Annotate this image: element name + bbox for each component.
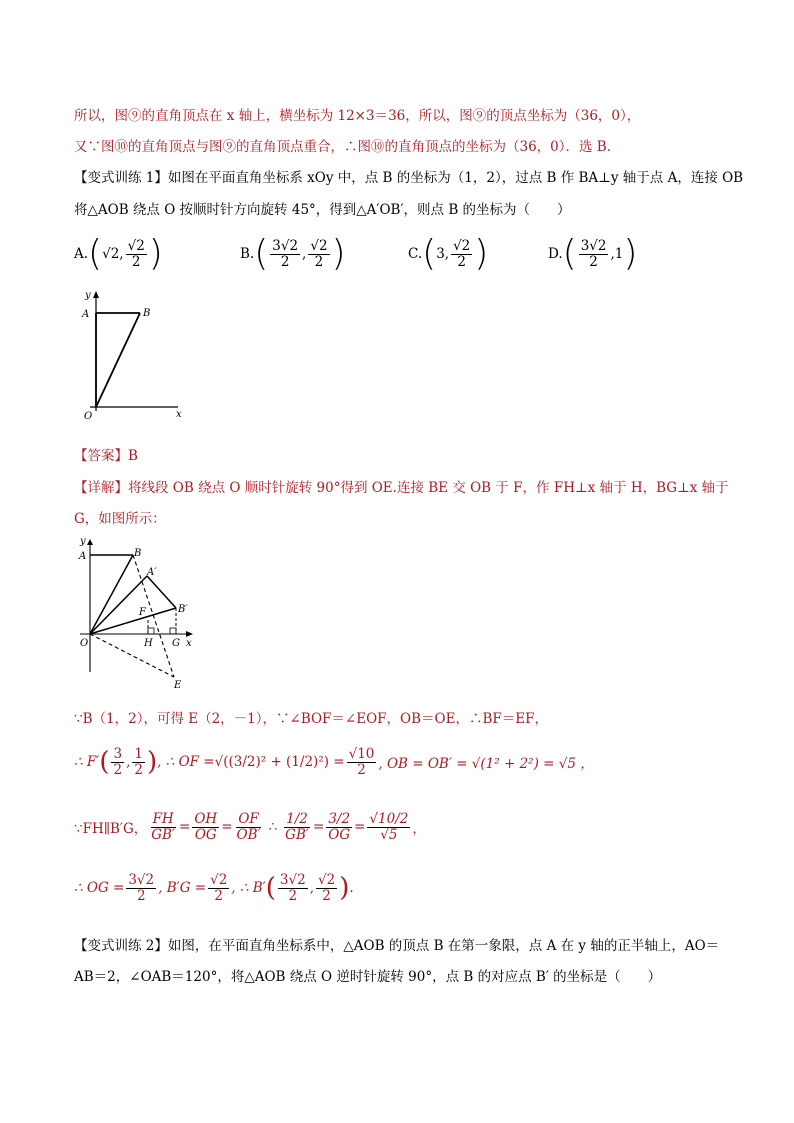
fig1-label-x: x [176, 409, 182, 420]
option-d-x: $\frac{3√2}{2}$ [580, 237, 607, 270]
exercise-1-line-2: 将△AOB 绕点 O 按顺时针方向旋转 45°，得到△A′OB′，则点 B 的坐标为（ ） [74, 202, 571, 218]
option-d-label: D. [548, 246, 563, 262]
fig2-label-y: y [80, 536, 86, 547]
sol3-therefore: ∴ [268, 819, 278, 836]
figure-2 [76, 532, 201, 692]
option-b: B. ( $\frac{3√2}{2}$ , $\frac{√2}{2}$ ) [240, 233, 346, 274]
option-a-right-paren: ) [148, 233, 163, 274]
figure-1 [76, 286, 196, 421]
option-a-label: A. [74, 246, 89, 262]
fig1-label-o: O [84, 411, 93, 421]
option-b-x: $\frac{3√2}{2}$ [272, 237, 299, 270]
fig2-label-b2: B′ [178, 604, 188, 615]
option-d: D. ( $\frac{3√2}{2}$ , 1 ) [548, 233, 638, 274]
fig1-label-y: y [85, 290, 91, 301]
solution-line-3: ∵FH∥B′G， $\frac{FH}{GB'}$ = $\frac{OH}{OG}$ = $\frac{OF}{OB'}$ ∴ $\frac{1/2}{GB'}$ = $\frac{3/2}{OG}$ = $\frac{√10/2}{√5}$ ， [74, 811, 426, 843]
option-a-left-paren: ( [88, 233, 103, 274]
option-a-y: $\frac{√2}{2}$ [127, 237, 145, 270]
answer-line: 【答案】B [74, 448, 138, 464]
exercise-2-line-1: 【变式训练 2】如图，在平面直角坐标系中，△AOB 的顶点 B 在第一象限，点 A 在 y 轴的正半轴上，AO＝ [74, 938, 720, 954]
sol3-prefix: ∵FH∥B′G， [74, 821, 148, 838]
detail-text-1: 将线段 OB 绕点 O 顺时针旋转 90°得到 OE.连接 BE 交 OB 于 F，作 FH⊥x 轴于 H，BG⊥x 轴于 [128, 480, 729, 496]
option-a: A. ( √2 , $\frac{√2}{2}$ ) [74, 233, 163, 274]
fig1-label-a: A [82, 309, 90, 320]
solution-line-1: ∵B（1，2），可得 E（2，－1），∵∠BOF＝∠EOF，OB＝OE，∴BF＝EF， [74, 711, 548, 727]
option-c: C. ( 3 , $\frac{√2}{2}$ ) [408, 233, 489, 274]
option-c-x: 3 [436, 246, 445, 262]
sol2-value: $\frac{√10}{2}$ [348, 746, 375, 778]
fig2-label-e: E [174, 680, 182, 691]
sol2-eq: , ∴ OF = [157, 754, 215, 771]
intro-line-2: 又∵图⑩的直角顶点与图⑨的直角顶点重合，∴图⑩的直角顶点的坐标为（36，0）．选 B. [74, 139, 612, 155]
sol2-rest: , OB = OB′ = √(1² + 2²) = √5 ， [378, 756, 594, 773]
fig1-y-arrow [93, 291, 99, 298]
fig1-label-b: B [143, 308, 151, 319]
fig1-segment-ob [96, 313, 140, 407]
fig2-label-a: A [79, 551, 87, 562]
option-d-y: 1 [614, 246, 624, 262]
option-b-y: $\frac{√2}{2}$ [310, 237, 328, 270]
sol2-prefix: ∴ F′ [74, 754, 100, 771]
fig2-label-h: H [144, 638, 153, 649]
fig2-label-a2: A′ [147, 567, 157, 578]
fig2-label-b: B [134, 548, 142, 559]
exercise-2-line-2: AB＝2，∠OAB＝120°，将△AOB 绕点 O 逆时针旋转 90°，点 B 的对应点 B′ 的坐标是（ ） [74, 969, 662, 985]
intro-line-1: 所以，图⑨的直角顶点在 x 轴上，横坐标为 12×3＝36，所以，图⑨的顶点坐标为（36，0）， [74, 108, 641, 124]
option-b-label: B. [240, 246, 255, 262]
option-c-label: C. [408, 246, 423, 262]
fig2-label-x: x [186, 638, 192, 649]
fig2-label-g: G [172, 638, 180, 649]
solution-line-2: ∴ F′ ( $\frac{3}{2}$ , $\frac{1}{2}$ ) , ∴ OF = √((3/2)² + (1/2)²) = $\frac{√10}{2}$ , OB = OB′ = √(1² + 2²) = √5 ， [74, 746, 594, 778]
option-a-x: √2 [102, 246, 120, 262]
option-c-y: $\frac{√2}{2}$ [453, 237, 471, 270]
detail-line-2: G，如图所示： [74, 511, 166, 527]
detail-line-1 [74, 476, 729, 496]
fig2-label-f: F [139, 607, 146, 618]
solution-line-4: ∴ OG = $\frac{3√2}{2}$ , B′G = $\frac{√2}{2}$ , ∴ B′ ( $\frac{3√2}{2}$ , $\frac{√2}{2}$ ) . [74, 872, 354, 904]
detail-tag: 【详解】 [74, 480, 128, 496]
exercise-1-line-1: 【变式训练 1】如图在平面直角坐标系 xOy 中，点 B 的坐标为（1，2），过点 B 作 BA⊥y 轴于点 A，连接 OB [74, 170, 744, 186]
fig2-label-o: O [80, 638, 89, 649]
